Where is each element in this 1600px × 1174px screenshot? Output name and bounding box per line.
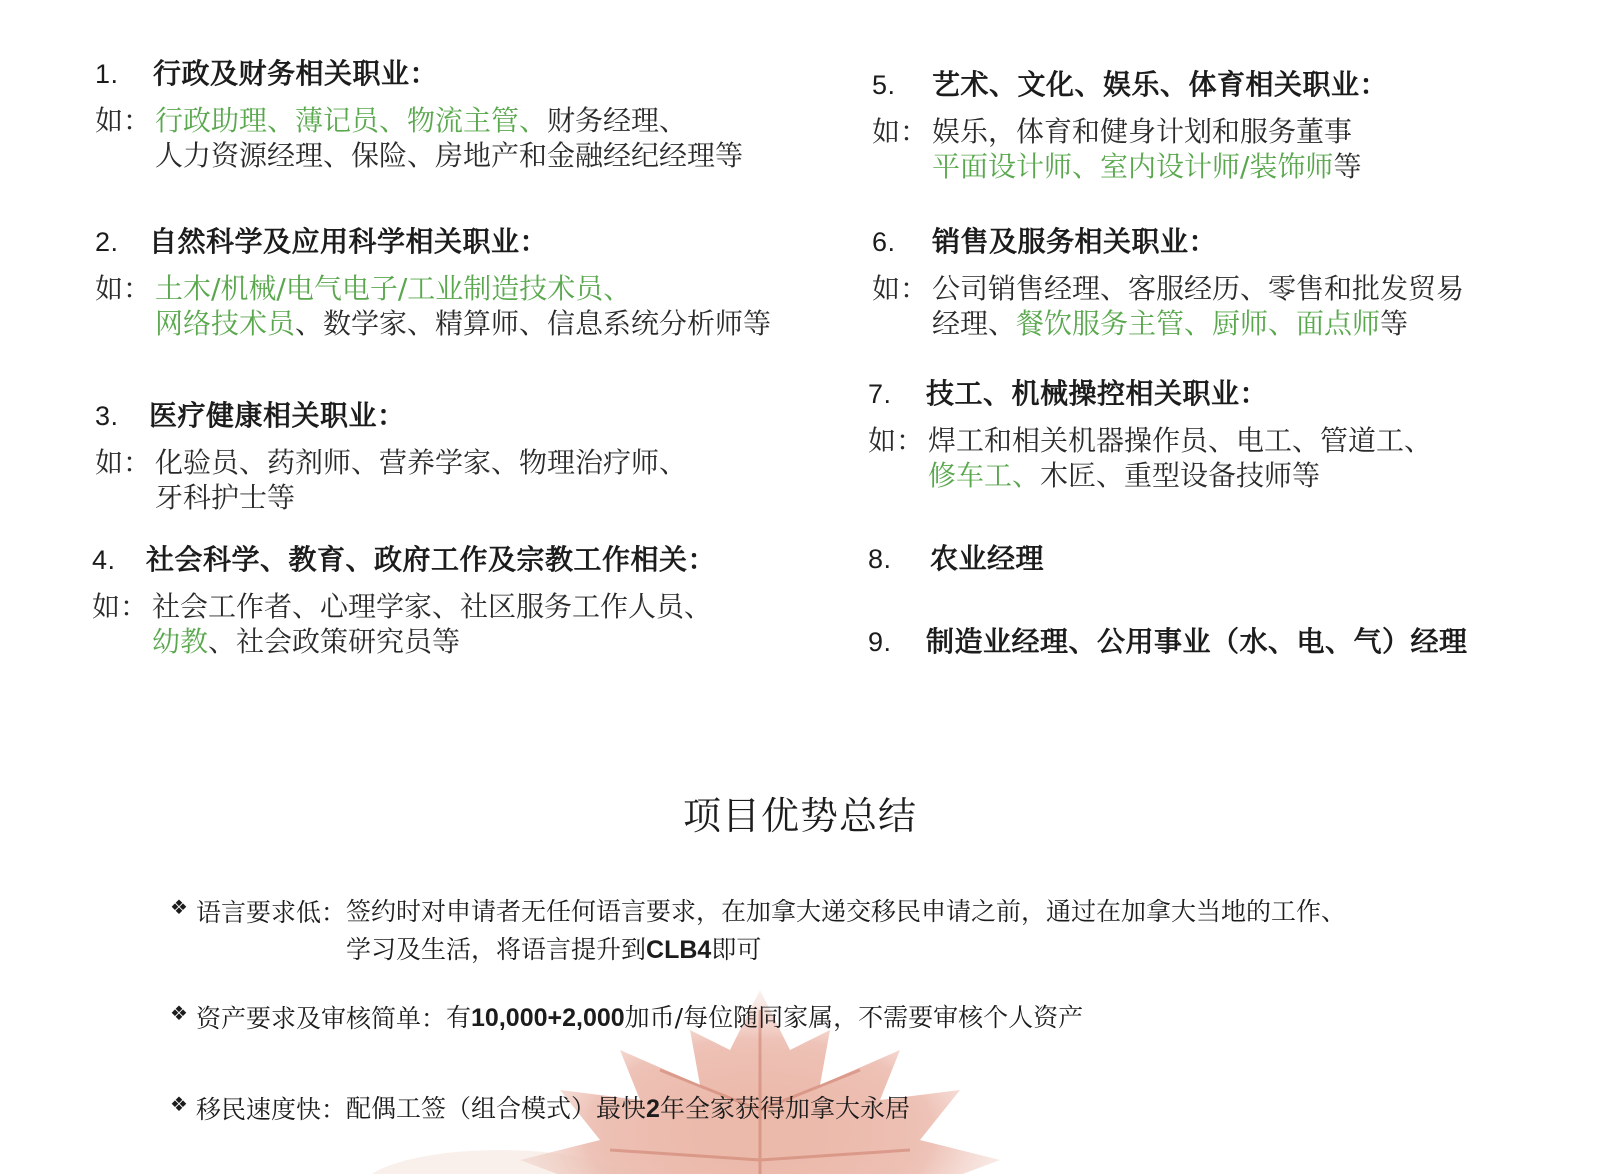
job-category-8 — [868, 537, 1044, 577]
job-examples — [872, 271, 1464, 341]
advantage-label: 移民速度快： — [196, 1095, 347, 1124]
examples-line — [932, 306, 1464, 341]
examples-line — [928, 458, 1432, 493]
highlighted-occupation: 餐饮服务主管、厨师、面点师 — [1016, 307, 1381, 340]
advantage-bullet-1 — [170, 893, 1346, 969]
occupation-text: 社会工作者、心理学家、社区服务工作人员、 — [152, 590, 713, 623]
job-category-4 — [92, 538, 716, 659]
job-examples — [872, 114, 1388, 184]
advantage-text: 加币/每位随同家属，不需要审核个人资产 — [624, 1003, 1084, 1032]
advantage-text: 有 — [446, 1003, 472, 1032]
highlighted-occupation: 幼教 — [152, 625, 209, 658]
highlighted-occupation: 修车工、 — [928, 459, 1041, 492]
job-category-number: 8. — [868, 544, 892, 574]
job-category-number: 6. — [872, 227, 896, 257]
occupation-text: 娱乐，体育和健身计划和服务董事 — [932, 115, 1353, 148]
examples-prefix: 如： — [95, 446, 152, 479]
examples-line — [155, 138, 743, 173]
job-category-heading — [95, 220, 771, 260]
advantage-label: 语言要求低： — [196, 898, 347, 927]
advantage-text: 学习及生活，将语言提升到 — [346, 935, 647, 964]
occupation-text: 财务经理、 — [547, 104, 688, 137]
summary-title: 项目优势总结 — [682, 794, 917, 838]
job-category-heading — [95, 52, 743, 92]
job-category-2 — [95, 220, 771, 341]
examples-line — [152, 624, 712, 659]
job-examples — [95, 103, 743, 173]
occupation-text: 人力资源经理、保险、房地产和金融经纪经理等 — [155, 139, 744, 172]
job-category-heading — [868, 620, 1468, 660]
job-category-number: 9. — [868, 627, 892, 657]
job-examples — [95, 445, 687, 515]
job-category-number: 7. — [868, 379, 892, 409]
examples-line — [928, 423, 1432, 458]
examples-prefix: 如： — [872, 115, 929, 148]
job-category-number: 1. — [95, 59, 119, 89]
examples-line — [152, 589, 712, 624]
highlighted-occupation: 平面设计师、室内设计师/装饰师 — [932, 150, 1334, 183]
diamond-bullet-icon: ❖ — [170, 895, 188, 919]
advantage-line — [346, 931, 1346, 969]
job-category-title: 行政及财务相关职业： — [153, 57, 439, 90]
examples-line — [155, 306, 771, 341]
job-category-title: 技工、机械操控相关职业： — [926, 377, 1269, 410]
examples-line — [932, 271, 1464, 306]
advantage-text: 年全家获得加拿大永居 — [659, 1094, 910, 1123]
job-category-heading — [872, 220, 1464, 260]
occupation-text: 等 — [1380, 307, 1409, 340]
occupation-text: 、数学家、精算师、信息系统分析师等 — [295, 307, 772, 340]
examples-prefix: 如： — [92, 590, 149, 623]
job-category-title: 医疗健康相关职业： — [149, 399, 406, 432]
job-category-number: 5. — [872, 70, 896, 100]
highlighted-occupation: 网络技术员 — [155, 307, 296, 340]
job-category-number: 2. — [95, 227, 119, 257]
advantage-bullet-2 — [170, 999, 1083, 1037]
examples-prefix: 如： — [95, 104, 152, 137]
job-category-7 — [868, 372, 1432, 493]
occupation-text: 等 — [1333, 150, 1362, 183]
job-category-number: 3. — [95, 401, 119, 431]
occupation-text: 焊工和相关机器操作员、电工、管道工、 — [928, 424, 1433, 457]
job-examples — [95, 271, 771, 341]
job-category-heading — [872, 63, 1388, 103]
job-category-3 — [95, 394, 687, 515]
highlighted-occupation: 土木/机械/电气电子/工业制造技术员、 — [155, 272, 632, 305]
emphasized-value: CLB4 — [646, 936, 712, 964]
advantage-line — [446, 999, 1083, 1037]
emphasized-value: 2 — [646, 1095, 660, 1123]
occupation-text: 牙科护士等 — [155, 481, 296, 514]
advantage-bullet-3 — [170, 1090, 910, 1128]
job-category-title: 销售及服务相关职业： — [932, 225, 1218, 258]
job-category-heading — [95, 394, 687, 434]
job-category-9 — [868, 620, 1468, 660]
examples-line — [155, 445, 687, 480]
job-examples — [92, 589, 716, 659]
job-category-heading — [92, 538, 716, 578]
occupation-text: 、社会政策研究员等 — [208, 625, 461, 658]
examples-line — [932, 114, 1361, 149]
occupation-text: 经理、 — [932, 307, 1017, 340]
examples-prefix: 如： — [868, 424, 925, 457]
diamond-bullet-icon: ❖ — [170, 1001, 188, 1025]
job-category-title: 社会科学、教育、政府工作及宗教工作相关： — [146, 543, 717, 576]
job-category-5 — [872, 63, 1388, 184]
advantage-text: 配偶工签（组合模式）最快 — [346, 1094, 647, 1123]
occupation-text: 公司销售经理、客服经历、零售和批发贸易 — [932, 272, 1465, 305]
advantage-text: 即可 — [711, 935, 762, 964]
highlighted-occupation: 行政助理、薄记员、物流主管、 — [155, 104, 548, 137]
examples-prefix: 如： — [95, 272, 152, 305]
occupation-text: 木匠、重型设备技师等 — [1040, 459, 1321, 492]
job-category-6 — [872, 220, 1464, 341]
advantage-line — [346, 893, 1346, 931]
advantage-line — [346, 1090, 910, 1128]
job-category-heading — [868, 372, 1432, 412]
examples-line — [155, 271, 771, 306]
emphasized-value: 10,000+2,000 — [471, 1004, 625, 1032]
examples-line — [155, 480, 687, 515]
occupation-text: 化验员、药剂师、营养学家、物理治疗师、 — [155, 446, 688, 479]
examples-prefix: 如： — [872, 272, 929, 305]
job-examples — [868, 423, 1432, 493]
advantage-label: 资产要求及审核简单： — [196, 1004, 447, 1033]
examples-line — [155, 103, 743, 138]
job-category-title: 自然科学及应用科学相关职业： — [149, 225, 549, 258]
job-category-1 — [95, 52, 743, 173]
job-category-heading — [868, 537, 1044, 577]
job-category-title: 农业经理 — [930, 542, 1045, 575]
job-category-number: 4. — [92, 545, 116, 575]
diamond-bullet-icon: ❖ — [170, 1092, 188, 1116]
examples-line — [932, 149, 1361, 184]
advantage-text: 签约时对申请者无任何语言要求，在加拿大递交移民申请之前，通过在加拿大当地的工作、 — [346, 897, 1347, 926]
job-category-title: 制造业经理、公用事业（水、电、气）经理 — [926, 625, 1468, 658]
job-category-title: 艺术、文化、娱乐、体育相关职业： — [932, 68, 1389, 101]
